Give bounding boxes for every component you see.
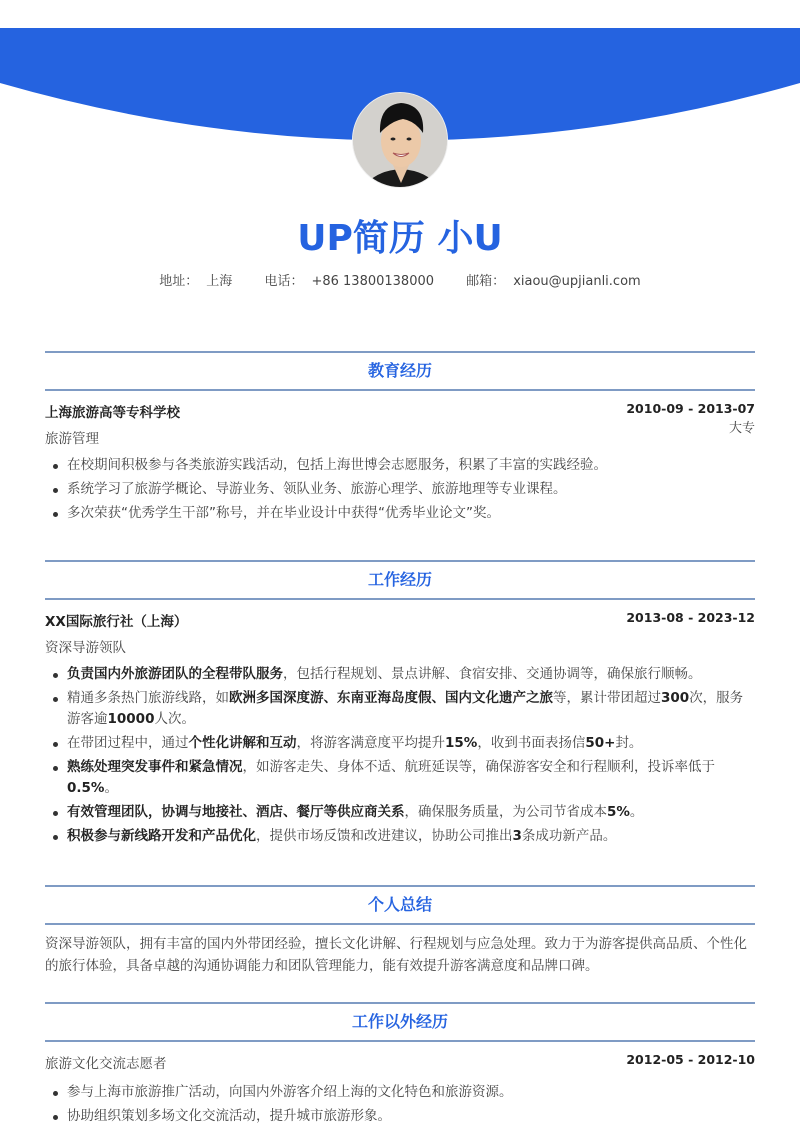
email-value: xiaou@upjianli.com <box>513 274 641 289</box>
address-value: 上海 <box>206 274 233 289</box>
list-item: 参与上海市旅游推广活动，向国内外游客介绍上海的文化特色和旅游资源。 <box>45 1082 755 1103</box>
list-item: 协助组织策划多场文化交流活动，提升城市旅游形象。 <box>45 1106 755 1127</box>
education-section <box>45 351 755 527</box>
section-title: 工作以外经历 <box>45 1002 755 1042</box>
other-date: 2012-05 - 2012-10 <box>626 1052 755 1067</box>
list-item: 在带团过程中，通过个性化讲解和互动，将游客满意度平均提升15%，收到书面表扬信50+封。 <box>45 733 755 754</box>
list-item: 系统学习了旅游学概论、导游业务、领队业务、旅游心理学、旅游地理等专业课程。 <box>45 479 755 500</box>
contact-address <box>159 270 232 289</box>
degree: 大专 <box>728 421 755 436</box>
address-label: 地址： <box>159 274 199 289</box>
list-item: 精通多条热门旅游线路，如欧洲多国深度游、东南亚海岛度假、国内文化遗产之旅等，累计带团超过300次，服务游客逾10000人次。 <box>45 688 755 730</box>
other-bullets <box>45 1082 755 1127</box>
candidate-name: UP简历 小U <box>297 218 503 259</box>
phone-value: +86 13800138000 <box>311 274 435 289</box>
phone-label: 电话： <box>264 274 304 289</box>
position: 资深导游领队 <box>45 640 126 656</box>
list-item: 积极参与新线路开发和产品优化，提供市场反馈和改进建议，协助公司推出3条成功新产品。 <box>45 826 755 847</box>
other-experience-section <box>45 1002 755 1130</box>
major: 旅游管理 <box>45 431 99 447</box>
contact-email <box>466 270 641 289</box>
list-item: 负责国内外旅游团队的全程带队服务，包括行程规划、景点讲解、食宿安排、交通协调等，确保旅行顺畅。 <box>45 664 755 685</box>
email-label: 邮箱： <box>466 274 506 289</box>
contact-info <box>0 270 800 289</box>
school-name: 上海旅游高等专科学校 <box>45 405 180 421</box>
summary-text: 资深导游领队，拥有丰富的国内外带团经验，擅长文化讲解、行程规划与应急处理。致力于为游客提供高品质、个性化的旅行体验，具备卓越的沟通协调能力和团队管理能力，能有效提升游客满意度和品牌口碑。 <box>45 936 747 974</box>
company-name: XX国际旅行社（上海） <box>45 614 188 630</box>
work-bullets <box>45 664 755 847</box>
list-item: 多次荣获“优秀学生干部”称号，并在毕业设计中获得“优秀毕业论文”奖。 <box>45 503 755 524</box>
work-section <box>45 560 755 850</box>
summary-section <box>45 885 755 977</box>
section-title: 工作经历 <box>45 560 755 600</box>
volunteer-role: 旅游文化交流志愿者 <box>45 1056 167 1072</box>
list-item: 有效管理团队，协调与地接社、酒店、餐厅等供应商关系，确保服务质量，为公司节省成本5%。 <box>45 802 755 823</box>
section-title: 教育经历 <box>45 351 755 391</box>
list-item: 在校期间积极参与各类旅游实践活动，包括上海世博会志愿服务，积累了丰富的实践经验。 <box>45 455 755 476</box>
section-title: 个人总结 <box>45 885 755 925</box>
list-item: 熟练处理突发事件和紧急情况，如游客走失、身体不适、航班延误等，确保游客安全和行程顺利，投诉率低于0.5%。 <box>45 757 755 799</box>
contact-phone <box>264 270 434 289</box>
avatar <box>352 92 448 188</box>
education-date: 2010-09 - 2013-07 <box>626 401 755 416</box>
work-date: 2013-08 - 2023-12 <box>626 610 755 625</box>
education-bullets <box>45 455 755 524</box>
